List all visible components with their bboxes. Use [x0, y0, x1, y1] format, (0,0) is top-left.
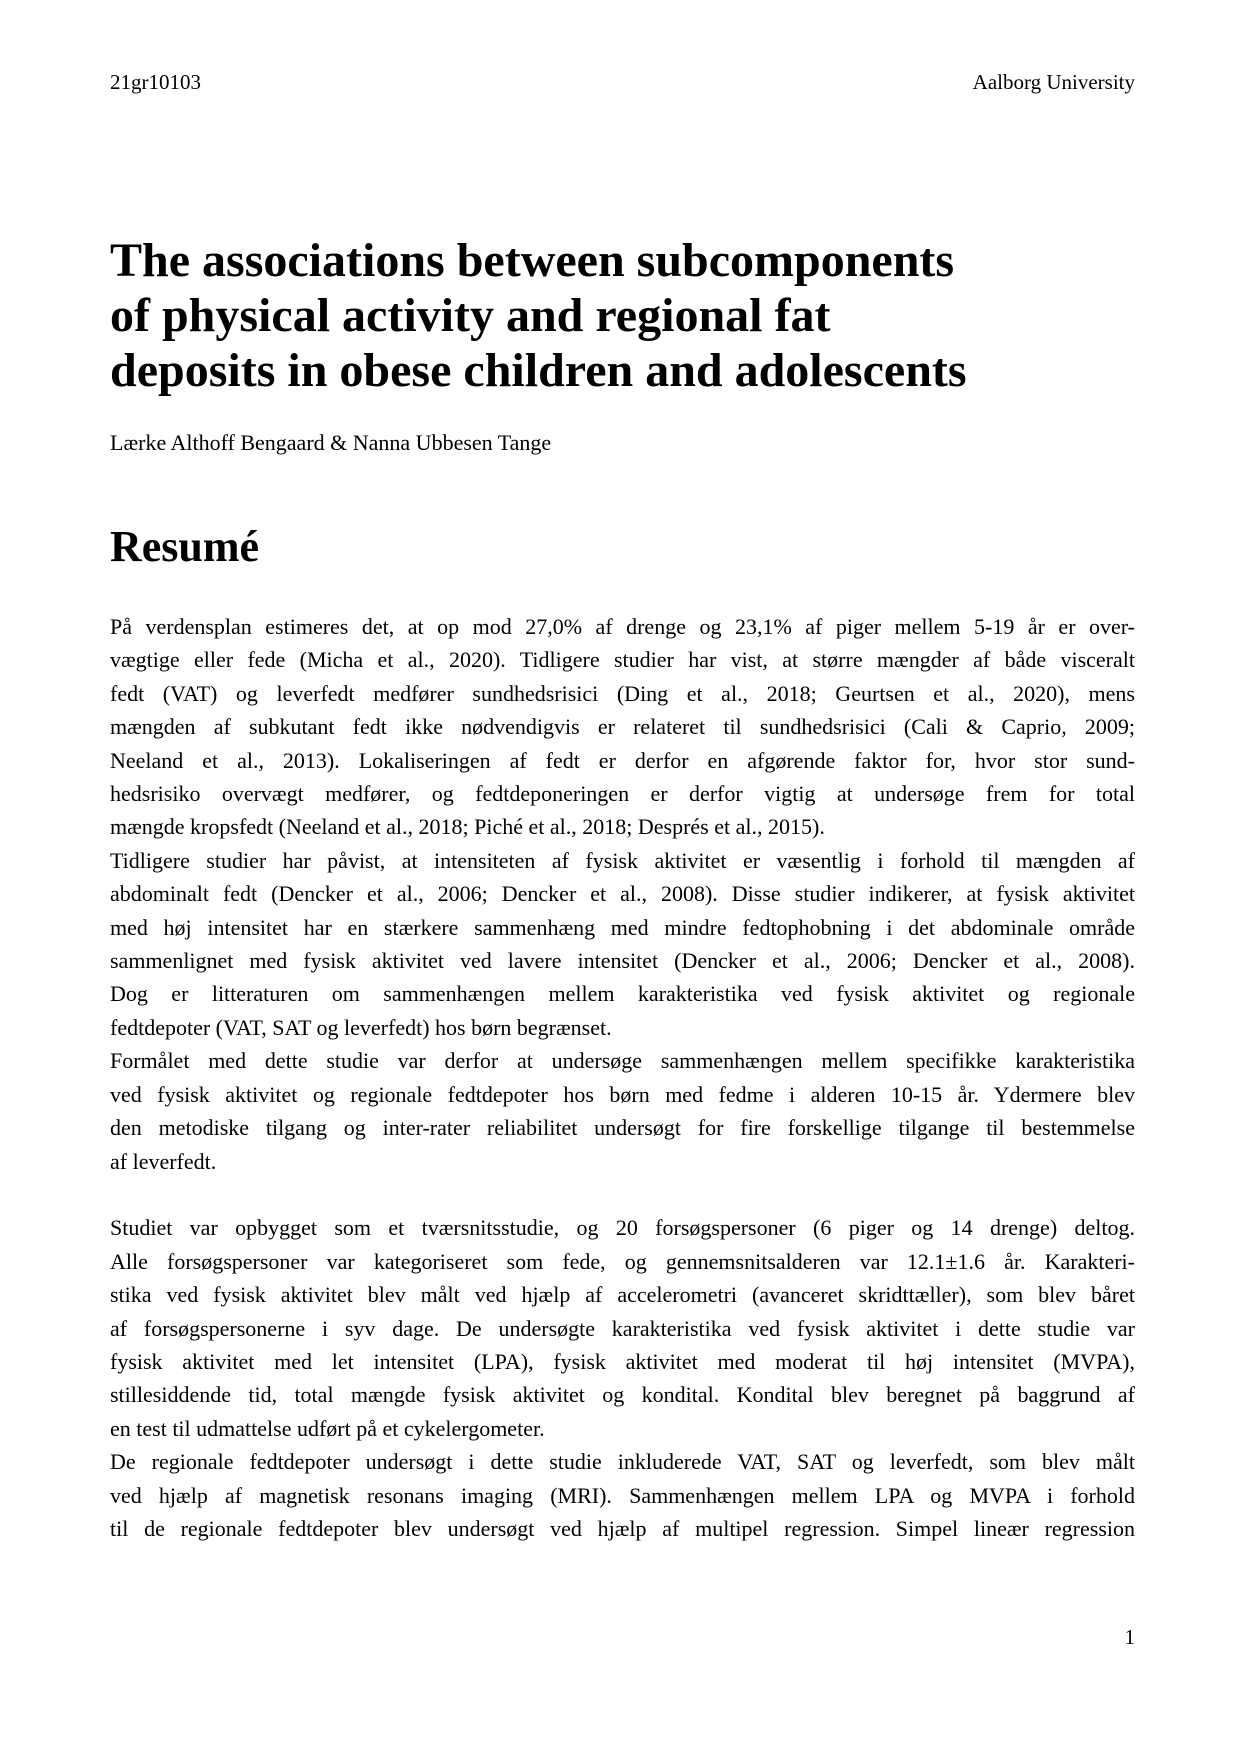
paragraph: [110, 610, 1135, 844]
body-line: ved fysisk aktivitet og regionale fedtdepoter hos børn med fedme i alderen 10-15 år. Ydermere blev: [110, 1081, 1135, 1107]
title-line-3: deposits in obese children and adolescents: [110, 344, 967, 397]
header-project-id: 21gr10103: [110, 70, 201, 94]
paragraph: [110, 1211, 1135, 1445]
body-line: fedtdepoter (VAT, SAT og leverfedt) hos børn begrænset.: [110, 1014, 612, 1040]
body-line: abdominalt fedt (Dencker et al., 2006; Dencker et al., 2008). Disse studier indikerer, at fysisk aktivitet: [110, 881, 1135, 907]
body-line: mængde kropsfedt (Neeland et al., 2018; Piché et al., 2018; Després et al., 2015).: [110, 814, 825, 840]
body-line: til de regionale fedtdepoter blev undersøgt ved hjælp af multipel regression. Simpel lineær regression: [110, 1515, 1135, 1541]
section-heading-resume: Resumé: [110, 522, 260, 571]
body-line: Formålet med dette studie var derfor at undersøge sammenhængen mellem specifikke karakteristika: [110, 1048, 1135, 1074]
body-line: af forsøgspersonerne i syv dage. De undersøgte karakteristika ved fysisk aktivitet i dette studie var: [110, 1315, 1135, 1341]
body-line: Alle forsøgspersoner var kategoriseret som fede, og gennemsnitsalderen var 12.1±1.6 år. Karakteri-: [110, 1248, 1135, 1274]
body-line: fedt (VAT) og leverfedt medfører sundhedsrisici (Ding et al., 2018; Geurtsen et al., 2020), mens: [110, 680, 1135, 706]
paragraph: [110, 1044, 1135, 1178]
authors-line: Lærke Althoff Bengaard & Nanna Ubbesen Tange: [110, 430, 552, 455]
body-line: stika ved fysisk aktivitet blev målt ved hjælp af accelerometri (avanceret skridttæller), som blev båret: [110, 1282, 1135, 1308]
title-line-1: The associations between subcomponents: [110, 234, 955, 287]
body-line: af leverfedt.: [110, 1148, 217, 1174]
body-line: vægtige eller fede (Micha et al., 2020). Tidligere studier har vist, at større mængder af både visceralt: [110, 647, 1135, 673]
title-line-2: of physical activity and regional fat: [110, 289, 831, 342]
page-number: 1: [1124, 1625, 1135, 1649]
body-line: Neeland et al., 2013). Lokaliseringen af fedt er derfor en afgørende faktor for, hvor stor sund-: [110, 747, 1135, 773]
body-line: sammenlignet med fysisk aktivitet ved lavere intensitet (Dencker et al., 2006; Dencker et al., 2008).: [110, 948, 1135, 974]
body-line: den metodiske tilgang og inter-rater reliabilitet undersøgt for fire forskellige tilgange til bestemmelse: [110, 1115, 1135, 1141]
paragraph: [110, 844, 1135, 1044]
body-line: hedsrisiko overvægt medfører, og fedtdeponeringen er derfor vigtig at undersøge frem for total: [110, 781, 1135, 807]
body-line: en test til udmattelse udført på et cykelergometer.: [110, 1415, 545, 1441]
header-university: Aalborg University: [972, 70, 1135, 94]
body-line: Tidligere studier har påvist, at intensiteten af fysisk aktivitet er væsentlig i forhold til mængden af: [110, 847, 1135, 873]
body-line: Dog er litteraturen om sammenhængen mellem karakteristika ved fysisk aktivitet og regionale: [110, 981, 1135, 1007]
body-line: fysisk aktivitet med let intensitet (LPA), fysisk aktivitet med moderat til høj intensitet (MVPA),: [110, 1348, 1135, 1374]
body-line: ved hjælp af magnetisk resonans imaging (MRI). Sammenhængen mellem LPA og MVPA i forhold: [110, 1482, 1135, 1508]
body-line: stillesiddende tid, total mængde fysisk aktivitet og kondital. Kondital blev beregnet på baggrund af: [110, 1382, 1135, 1408]
body-line: Studiet var opbygget som et tværsnitsstudie, og 20 forsøgspersoner (6 piger og 14 drenge) deltog.: [110, 1215, 1135, 1241]
document-title: [110, 233, 1135, 398]
paragraph: [110, 1445, 1135, 1545]
body-line: De regionale fedtdepoter undersøgt i dette studie inkluderede VAT, SAT og leverfedt, som blev målt: [110, 1449, 1135, 1475]
body-line: mængden af subkutant fedt ikke nødvendigvis er relateret til sundhedsrisici (Cali & Caprio, 2009;: [110, 714, 1135, 740]
body-line: På verdensplan estimeres det, at op mod 27,0% af drenge og 23,1% af piger mellem 5-19 år er over-: [110, 614, 1135, 639]
resume-body: [110, 610, 1135, 1545]
body-line: med høj intensitet har en stærkere sammenhæng med mindre fedtophobning i det abdominale område: [110, 914, 1135, 940]
